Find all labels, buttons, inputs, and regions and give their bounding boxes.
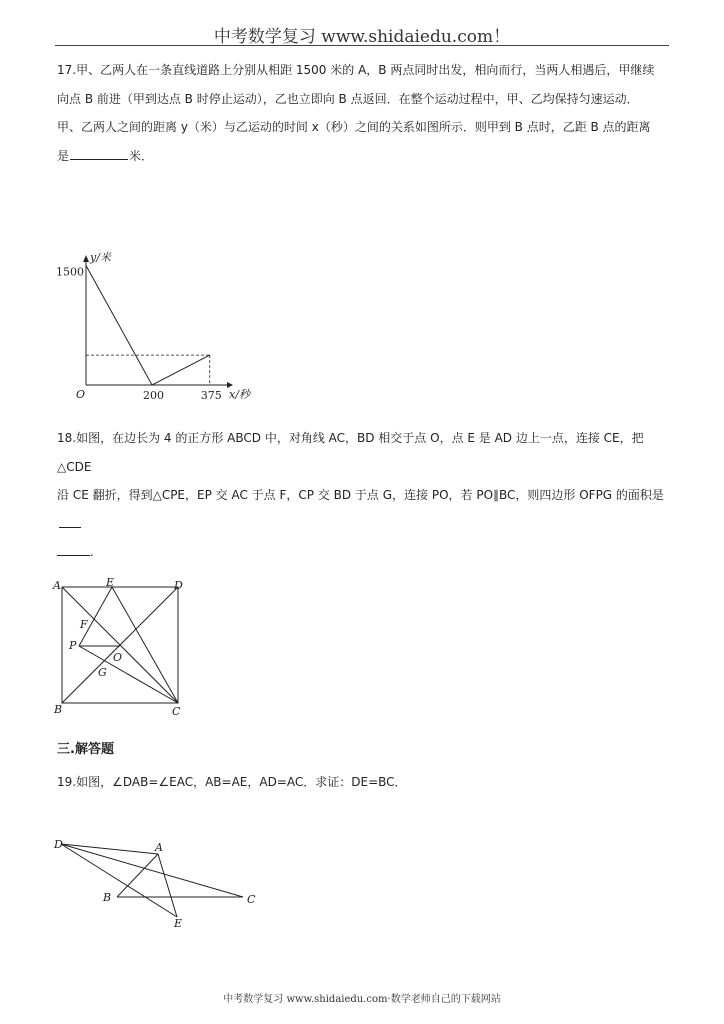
chart-x-tick-label: 375 [200, 389, 222, 402]
label-a: A [53, 579, 61, 592]
label-e: E [174, 917, 183, 930]
label-c: C [247, 893, 256, 906]
label-f: F [80, 618, 88, 631]
q18-line-3 [57, 538, 672, 567]
chart-origin-label: O [76, 388, 86, 401]
question-19 [57, 768, 672, 797]
q18-line-3-suffix: . [90, 545, 94, 559]
page-footer: 中考数学复习 www.shidaiedu.com·数学老师自己的下载网站 [223, 994, 501, 1005]
q17-line-4-prefix: 是 [57, 148, 70, 163]
label-o: O [113, 651, 123, 664]
chart-y-tick-label: 1500 [56, 265, 84, 279]
segment-pc [79, 646, 178, 703]
label-b: B [103, 891, 112, 904]
chart-y-axis-label: y/米 [90, 251, 111, 264]
q17-distance-time-chart [55, 246, 255, 406]
segment-da [61, 844, 158, 854]
segment-de [61, 844, 177, 917]
label-d: D [54, 838, 63, 851]
q18-square-figure [50, 575, 210, 718]
q17-line-4-suffix: 米． [129, 148, 154, 163]
section-3-title: 三.解答题 [57, 742, 114, 757]
segment-ec [112, 587, 178, 703]
q18-answer-blank-part-2[interactable] [57, 541, 90, 556]
chart-series-line [86, 265, 210, 385]
q17-line-2: 向点 B 前进（甲到达点 B 时停止运动），乙也立即向 B 点返回．在整个运动过程中，甲、乙均保持匀速运动． [57, 91, 639, 106]
segment-ab [117, 854, 158, 897]
label-e: E [106, 576, 115, 589]
label-c: C [172, 705, 181, 718]
label-d: D [174, 579, 183, 592]
label-a: A [155, 841, 163, 854]
label-p: P [69, 639, 77, 652]
segment-dc [61, 844, 243, 897]
q17-answer-blank[interactable] [70, 145, 128, 160]
q19-line-1: 19.如图，∠DAB=∠EAC，AB=AE，AD=AC．求证：DE=BC． [57, 775, 407, 789]
label-g: G [98, 666, 107, 679]
question-17 [57, 56, 672, 170]
q18-line-1: 18.如图，在边长为 4 的正方形 ABCD 中，对角线 AC，BD 相交于点 O，点 E 是 AD 边上一点，连接 CE，把△CDE [57, 431, 644, 474]
q17-line-3: 甲、乙两人之间的距离 y（米）与乙运动的时间 x（秒）之间的关系如图所示．则甲到 B 点时，乙距 B 点的距离 [57, 120, 651, 134]
label-b: B [54, 703, 63, 716]
q17-line-1: 17.甲、乙两人在一条直线道路上分别从相距 1500 米的 A，B 两点同时出发，相向而行，当两人相遇后，甲继续 [57, 63, 655, 77]
q18-line-2-text: 沿 CE 翻折，得到△CPE，EP 交 AC 于点 F，CP 交 BD 于点 G，连接 PO，若 PO∥BC，则四边形 OFPG 的面积是 [57, 488, 664, 502]
q19-triangle-figure [50, 835, 270, 935]
segment-ep [79, 587, 112, 646]
segment-ae [158, 854, 177, 917]
q18-answer-blank-part-1[interactable] [59, 513, 81, 528]
q18-line-2 [57, 481, 672, 538]
chart-x-tick-label: 200 [143, 389, 164, 402]
q17-line-4 [57, 142, 672, 171]
chart-x-axis-label: x/秒 [229, 388, 250, 401]
question-18 [57, 424, 672, 567]
page-header-title: 中考数学复习 www.shidaiedu.com！ [213, 27, 511, 47]
header-divider [55, 45, 669, 46]
chart-y-axis-arrow [83, 255, 89, 262]
